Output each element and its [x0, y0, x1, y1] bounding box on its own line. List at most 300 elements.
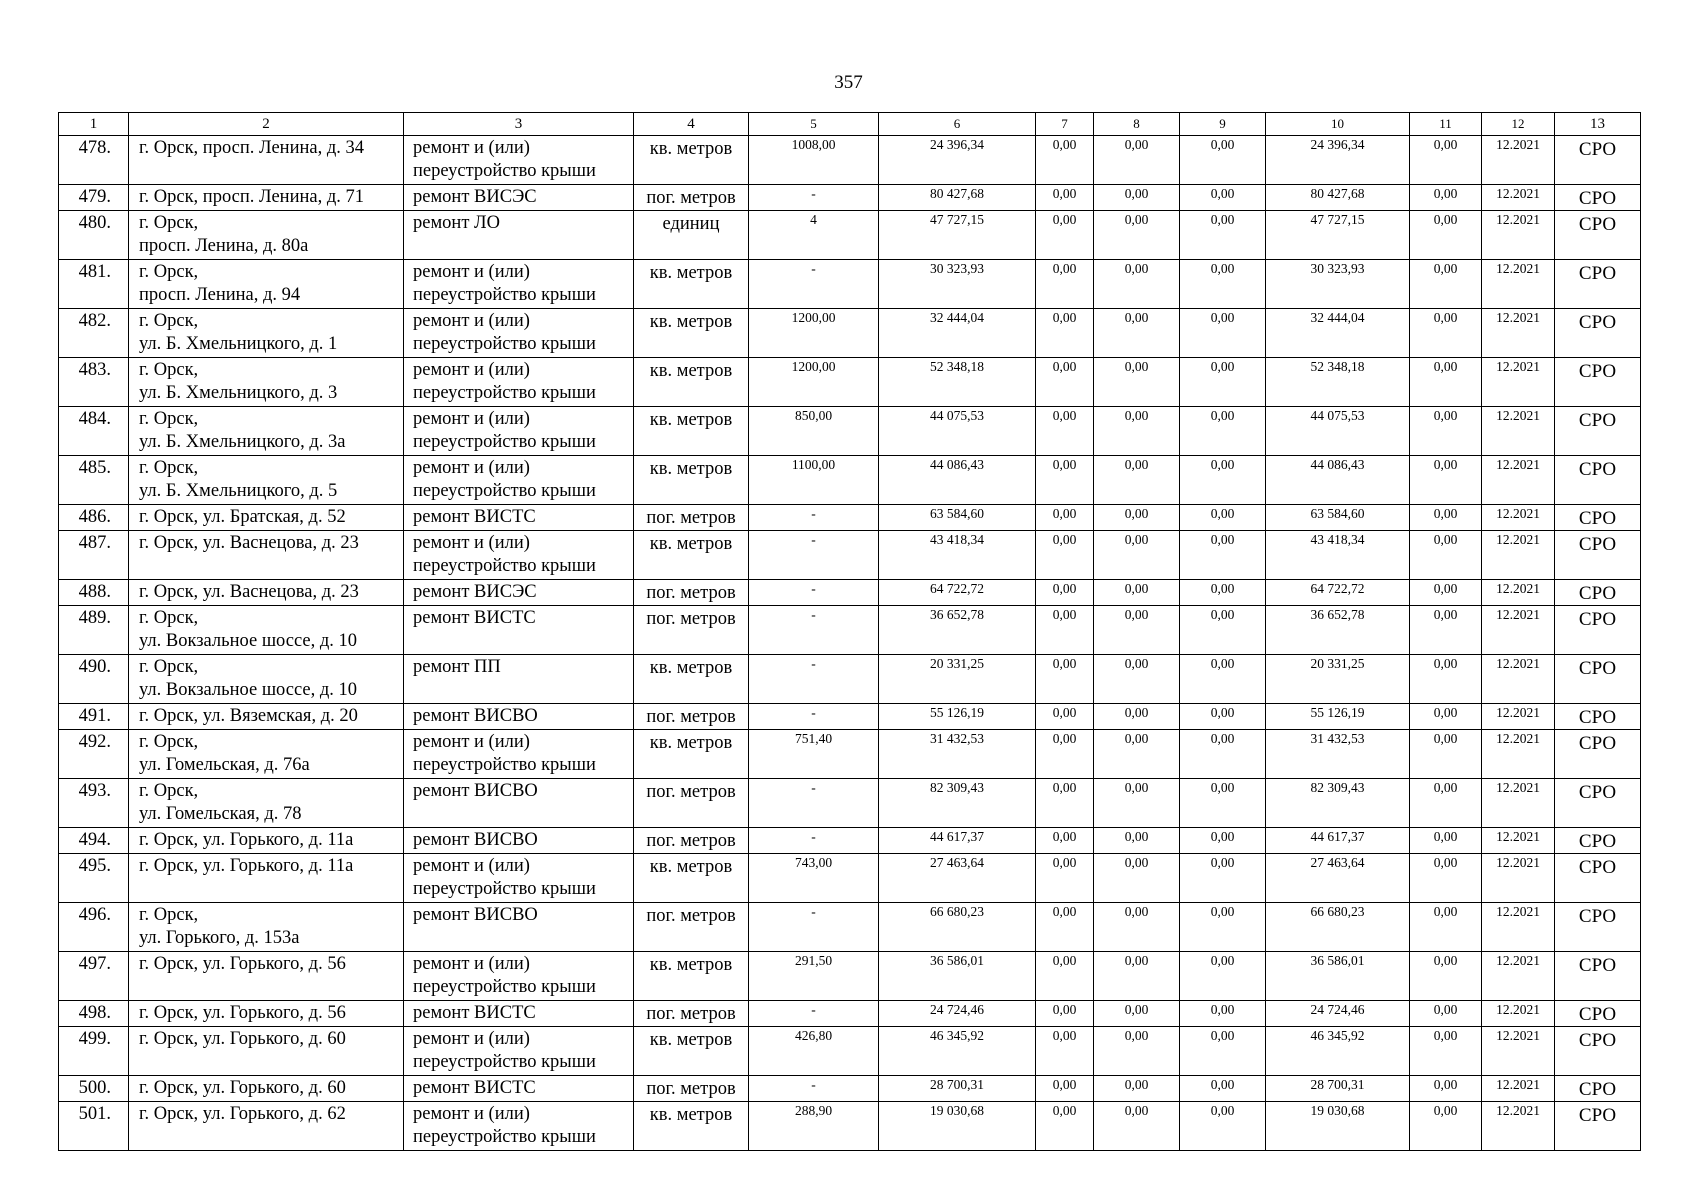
table-row [59, 854, 1641, 903]
work-type-line: переустройство крыши [413, 481, 596, 501]
value-cell-9: 0,00 [1180, 828, 1266, 854]
owners-funds-cell: 52 348,18 [1266, 358, 1410, 407]
address-line: г. Орск, ул. Братская, д. 52 [139, 507, 346, 527]
owners-funds-cell: 28 700,31 [1266, 1076, 1410, 1102]
unit-cell: пог. метров [634, 185, 749, 211]
table-row [59, 1027, 1641, 1076]
completion-date-cell: 12.2021 [1482, 358, 1555, 407]
work-type-line: ремонт ВИСВО [413, 781, 538, 801]
work-type-line: ремонт и (или) [413, 138, 530, 158]
value-cell-8: 0,00 [1094, 704, 1180, 730]
address-cell [129, 655, 404, 704]
value-cell-7: 0,00 [1036, 136, 1094, 185]
fund-method-cell: СРО [1555, 1001, 1641, 1027]
repair-schedule-table [58, 112, 1641, 1151]
value-cell-11: 0,00 [1410, 185, 1482, 211]
address-cell [129, 211, 404, 260]
value-cell-11: 0,00 [1410, 580, 1482, 606]
column-header: 11 [1410, 113, 1482, 136]
value-cell-11: 0,00 [1410, 730, 1482, 779]
table-row [59, 704, 1641, 730]
value-cell-7: 0,00 [1036, 358, 1094, 407]
value-cell-9: 0,00 [1180, 309, 1266, 358]
fund-method-cell: СРО [1555, 952, 1641, 1001]
fund-method-cell: СРО [1555, 260, 1641, 309]
value-cell-7: 0,00 [1036, 1076, 1094, 1102]
address-cell [129, 704, 404, 730]
volume-cell: 743,00 [749, 854, 879, 903]
work-type-line: ремонт и (или) [413, 533, 530, 553]
fund-method-cell: СРО [1555, 407, 1641, 456]
value-cell-8: 0,00 [1094, 1027, 1180, 1076]
total-cost-cell: 44 086,43 [879, 456, 1036, 505]
total-cost-cell: 47 727,15 [879, 211, 1036, 260]
unit-cell: пог. метров [634, 505, 749, 531]
work-type-cell [404, 730, 634, 779]
completion-date-cell: 12.2021 [1482, 903, 1555, 952]
value-cell-8: 0,00 [1094, 1001, 1180, 1027]
owners-funds-cell: 32 444,04 [1266, 309, 1410, 358]
value-cell-8: 0,00 [1094, 952, 1180, 1001]
volume-cell: - [749, 606, 879, 655]
volume-cell: - [749, 580, 879, 606]
total-cost-cell: 30 323,93 [879, 260, 1036, 309]
work-type-cell [404, 260, 634, 309]
address-line: г. Орск, [139, 262, 199, 282]
address-cell [129, 854, 404, 903]
value-cell-7: 0,00 [1036, 185, 1094, 211]
completion-date-cell: 12.2021 [1482, 211, 1555, 260]
volume-cell: 426,80 [749, 1027, 879, 1076]
unit-cell: пог. метров [634, 1001, 749, 1027]
work-type-line: ремонт ВИСТС [413, 1078, 536, 1098]
address-cell [129, 185, 404, 211]
column-header: 5 [749, 113, 879, 136]
address-cell [129, 505, 404, 531]
value-cell-9: 0,00 [1180, 531, 1266, 580]
address-cell [129, 136, 404, 185]
value-cell-9: 0,00 [1180, 580, 1266, 606]
total-cost-cell: 44 075,53 [879, 407, 1036, 456]
value-cell-9: 0,00 [1180, 854, 1266, 903]
value-cell-7: 0,00 [1036, 655, 1094, 704]
volume-cell: - [749, 779, 879, 828]
row-number: 487. [59, 531, 129, 580]
volume-cell: 1200,00 [749, 358, 879, 407]
work-type-line: переустройство крыши [413, 1052, 596, 1072]
fund-method-cell: СРО [1555, 704, 1641, 730]
value-cell-8: 0,00 [1094, 136, 1180, 185]
value-cell-8: 0,00 [1094, 260, 1180, 309]
value-cell-7: 0,00 [1036, 505, 1094, 531]
value-cell-7: 0,00 [1036, 952, 1094, 1001]
row-number: 501. [59, 1102, 129, 1151]
row-number: 499. [59, 1027, 129, 1076]
value-cell-7: 0,00 [1036, 730, 1094, 779]
address-cell [129, 407, 404, 456]
value-cell-11: 0,00 [1410, 952, 1482, 1001]
address-line: ул. Гомельская, д. 76а [139, 755, 310, 775]
value-cell-7: 0,00 [1036, 407, 1094, 456]
total-cost-cell: 24 396,34 [879, 136, 1036, 185]
work-type-line: переустройство крыши [413, 161, 596, 181]
fund-method-cell: СРО [1555, 854, 1641, 903]
work-type-line: ремонт ВИСТС [413, 1003, 536, 1023]
unit-cell: кв. метров [634, 531, 749, 580]
address-line: ул. Вокзальное шоссе, д. 10 [139, 631, 358, 651]
value-cell-11: 0,00 [1410, 655, 1482, 704]
table-row [59, 779, 1641, 828]
total-cost-cell: 27 463,64 [879, 854, 1036, 903]
table-row [59, 580, 1641, 606]
total-cost-cell: 32 444,04 [879, 309, 1036, 358]
owners-funds-cell: 44 086,43 [1266, 456, 1410, 505]
work-type-cell [404, 456, 634, 505]
work-type-cell [404, 854, 634, 903]
row-number: 486. [59, 505, 129, 531]
value-cell-9: 0,00 [1180, 655, 1266, 704]
address-line: ул. Б. Хмельницкого, д. 5 [139, 481, 338, 501]
owners-funds-cell: 36 652,78 [1266, 606, 1410, 655]
owners-funds-cell: 46 345,92 [1266, 1027, 1410, 1076]
address-line: г. Орск, ул. Горького, д. 11а [139, 830, 354, 850]
value-cell-9: 0,00 [1180, 606, 1266, 655]
value-cell-7: 0,00 [1036, 828, 1094, 854]
fund-method-cell: СРО [1555, 730, 1641, 779]
value-cell-8: 0,00 [1094, 505, 1180, 531]
total-cost-cell: 43 418,34 [879, 531, 1036, 580]
table-row [59, 456, 1641, 505]
owners-funds-cell: 55 126,19 [1266, 704, 1410, 730]
work-type-cell [404, 505, 634, 531]
address-line: г. Орск, [139, 311, 199, 331]
completion-date-cell: 12.2021 [1482, 655, 1555, 704]
value-cell-7: 0,00 [1036, 211, 1094, 260]
fund-method-cell: СРО [1555, 505, 1641, 531]
work-type-cell [404, 606, 634, 655]
value-cell-8: 0,00 [1094, 730, 1180, 779]
value-cell-11: 0,00 [1410, 1027, 1482, 1076]
completion-date-cell: 12.2021 [1482, 606, 1555, 655]
value-cell-7: 0,00 [1036, 704, 1094, 730]
unit-cell: пог. метров [634, 580, 749, 606]
work-type-cell [404, 407, 634, 456]
volume-cell: - [749, 260, 879, 309]
column-header: 10 [1266, 113, 1410, 136]
value-cell-8: 0,00 [1094, 531, 1180, 580]
work-type-line: ремонт и (или) [413, 262, 530, 282]
row-number: 484. [59, 407, 129, 456]
value-cell-8: 0,00 [1094, 309, 1180, 358]
owners-funds-cell: 44 075,53 [1266, 407, 1410, 456]
work-type-cell [404, 1001, 634, 1027]
work-type-line: ремонт ВИСВО [413, 706, 538, 726]
unit-cell: кв. метров [634, 136, 749, 185]
work-type-line: ремонт и (или) [413, 409, 530, 429]
row-number: 481. [59, 260, 129, 309]
value-cell-11: 0,00 [1410, 903, 1482, 952]
value-cell-7: 0,00 [1036, 1102, 1094, 1151]
owners-funds-cell: 82 309,43 [1266, 779, 1410, 828]
work-type-cell [404, 704, 634, 730]
address-cell [129, 531, 404, 580]
address-line: просп. Ленина, д. 80а [139, 236, 309, 256]
volume-cell: 1100,00 [749, 456, 879, 505]
value-cell-11: 0,00 [1410, 1102, 1482, 1151]
address-line: г. Орск, [139, 213, 199, 233]
unit-cell: кв. метров [634, 1102, 749, 1151]
address-line: г. Орск, ул. Вяземская, д. 20 [139, 706, 358, 726]
total-cost-cell: 66 680,23 [879, 903, 1036, 952]
address-cell [129, 606, 404, 655]
owners-funds-cell: 63 584,60 [1266, 505, 1410, 531]
work-type-line: ремонт и (или) [413, 856, 530, 876]
value-cell-8: 0,00 [1094, 779, 1180, 828]
row-number: 495. [59, 854, 129, 903]
value-cell-8: 0,00 [1094, 456, 1180, 505]
work-type-line: переустройство крыши [413, 334, 596, 354]
value-cell-9: 0,00 [1180, 1102, 1266, 1151]
value-cell-8: 0,00 [1094, 580, 1180, 606]
table-row [59, 260, 1641, 309]
work-type-line: переустройство крыши [413, 879, 596, 899]
fund-method-cell: СРО [1555, 1027, 1641, 1076]
header-row [59, 113, 1641, 136]
work-type-line: ремонт ВИСВО [413, 905, 538, 925]
value-cell-11: 0,00 [1410, 779, 1482, 828]
total-cost-cell: 36 652,78 [879, 606, 1036, 655]
completion-date-cell: 12.2021 [1482, 580, 1555, 606]
work-type-cell [404, 211, 634, 260]
work-type-cell [404, 779, 634, 828]
unit-cell: кв. метров [634, 309, 749, 358]
unit-cell: пог. метров [634, 903, 749, 952]
value-cell-11: 0,00 [1410, 309, 1482, 358]
table-row [59, 1076, 1641, 1102]
value-cell-8: 0,00 [1094, 407, 1180, 456]
address-line: г. Орск, [139, 409, 199, 429]
address-cell [129, 828, 404, 854]
value-cell-8: 0,00 [1094, 1102, 1180, 1151]
work-type-cell [404, 903, 634, 952]
value-cell-8: 0,00 [1094, 606, 1180, 655]
unit-cell: пог. метров [634, 1076, 749, 1102]
column-header: 8 [1094, 113, 1180, 136]
owners-funds-cell: 64 722,72 [1266, 580, 1410, 606]
value-cell-9: 0,00 [1180, 779, 1266, 828]
column-header: 7 [1036, 113, 1094, 136]
total-cost-cell: 36 586,01 [879, 952, 1036, 1001]
table-row [59, 655, 1641, 704]
work-type-line: переустройство крыши [413, 977, 596, 997]
table-row [59, 531, 1641, 580]
volume-cell: 288,90 [749, 1102, 879, 1151]
fund-method-cell: СРО [1555, 358, 1641, 407]
work-type-line: ремонт и (или) [413, 458, 530, 478]
value-cell-9: 0,00 [1180, 456, 1266, 505]
volume-cell: - [749, 1001, 879, 1027]
value-cell-8: 0,00 [1094, 655, 1180, 704]
work-type-cell [404, 309, 634, 358]
completion-date-cell: 12.2021 [1482, 854, 1555, 903]
work-type-line: ремонт ВИСТС [413, 608, 536, 628]
row-number: 480. [59, 211, 129, 260]
address-line: г. Орск, [139, 608, 199, 628]
owners-funds-cell: 24 396,34 [1266, 136, 1410, 185]
value-cell-7: 0,00 [1036, 580, 1094, 606]
completion-date-cell: 12.2021 [1482, 136, 1555, 185]
volume-cell: 291,50 [749, 952, 879, 1001]
row-number: 491. [59, 704, 129, 730]
value-cell-7: 0,00 [1036, 1001, 1094, 1027]
volume-cell: - [749, 185, 879, 211]
value-cell-11: 0,00 [1410, 136, 1482, 185]
fund-method-cell: СРО [1555, 828, 1641, 854]
value-cell-11: 0,00 [1410, 358, 1482, 407]
completion-date-cell: 12.2021 [1482, 1027, 1555, 1076]
row-number: 489. [59, 606, 129, 655]
address-line: г. Орск, просп. Ленина, д. 71 [139, 187, 364, 207]
address-cell [129, 1076, 404, 1102]
work-type-line: ремонт ВИСТС [413, 507, 536, 527]
column-header: 3 [404, 113, 634, 136]
table-row [59, 1001, 1641, 1027]
volume-cell: - [749, 505, 879, 531]
total-cost-cell: 82 309,43 [879, 779, 1036, 828]
owners-funds-cell: 36 586,01 [1266, 952, 1410, 1001]
table-row [59, 952, 1641, 1001]
value-cell-7: 0,00 [1036, 456, 1094, 505]
value-cell-9: 0,00 [1180, 358, 1266, 407]
address-cell [129, 580, 404, 606]
owners-funds-cell: 24 724,46 [1266, 1001, 1410, 1027]
address-line: г. Орск, ул. Горького, д. 56 [139, 1003, 346, 1023]
work-type-cell [404, 580, 634, 606]
fund-method-cell: СРО [1555, 185, 1641, 211]
work-type-line: ремонт и (или) [413, 360, 530, 380]
total-cost-cell: 31 432,53 [879, 730, 1036, 779]
value-cell-9: 0,00 [1180, 211, 1266, 260]
unit-cell: кв. метров [634, 952, 749, 1001]
value-cell-7: 0,00 [1036, 531, 1094, 580]
table-row [59, 309, 1641, 358]
work-type-line: ремонт и (или) [413, 311, 530, 331]
volume-cell: - [749, 828, 879, 854]
owners-funds-cell: 44 617,37 [1266, 828, 1410, 854]
column-header: 2 [129, 113, 404, 136]
volume-cell: - [749, 704, 879, 730]
value-cell-7: 0,00 [1036, 606, 1094, 655]
total-cost-cell: 55 126,19 [879, 704, 1036, 730]
address-line: г. Орск, ул. Горького, д. 56 [139, 954, 346, 974]
column-header: 1 [59, 113, 129, 136]
total-cost-cell: 52 348,18 [879, 358, 1036, 407]
unit-cell: пог. метров [634, 704, 749, 730]
address-line: ул. Б. Хмельницкого, д. 3 [139, 383, 338, 403]
address-line: г. Орск, [139, 657, 199, 677]
work-type-cell [404, 1027, 634, 1076]
owners-funds-cell: 19 030,68 [1266, 1102, 1410, 1151]
completion-date-cell: 12.2021 [1482, 260, 1555, 309]
volume-cell: - [749, 903, 879, 952]
owners-funds-cell: 27 463,64 [1266, 854, 1410, 903]
value-cell-8: 0,00 [1094, 854, 1180, 903]
volume-cell: - [749, 1076, 879, 1102]
value-cell-9: 0,00 [1180, 730, 1266, 779]
total-cost-cell: 20 331,25 [879, 655, 1036, 704]
volume-cell: - [749, 655, 879, 704]
column-header: 4 [634, 113, 749, 136]
value-cell-8: 0,00 [1094, 211, 1180, 260]
address-line: ул. Вокзальное шоссе, д. 10 [139, 680, 358, 700]
address-cell [129, 358, 404, 407]
address-cell [129, 1027, 404, 1076]
work-type-line: ремонт ВИСЭС [413, 187, 537, 207]
address-line: ул. Гомельская, д. 78 [139, 804, 302, 824]
row-number: 490. [59, 655, 129, 704]
completion-date-cell: 12.2021 [1482, 1102, 1555, 1151]
owners-funds-cell: 20 331,25 [1266, 655, 1410, 704]
work-type-line: ремонт и (или) [413, 1104, 530, 1124]
completion-date-cell: 12.2021 [1482, 407, 1555, 456]
completion-date-cell: 12.2021 [1482, 531, 1555, 580]
work-type-line: ремонт и (или) [413, 1029, 530, 1049]
value-cell-7: 0,00 [1036, 260, 1094, 309]
work-type-cell [404, 828, 634, 854]
work-type-line: ремонт и (или) [413, 954, 530, 974]
address-line: г. Орск, [139, 781, 199, 801]
table-row [59, 136, 1641, 185]
volume-cell: 751,40 [749, 730, 879, 779]
work-type-line: переустройство крыши [413, 1127, 596, 1147]
value-cell-9: 0,00 [1180, 407, 1266, 456]
value-cell-7: 0,00 [1036, 903, 1094, 952]
work-type-line: ремонт ВИСЭС [413, 582, 537, 602]
table-row [59, 828, 1641, 854]
total-cost-cell: 64 722,72 [879, 580, 1036, 606]
row-number: 498. [59, 1001, 129, 1027]
unit-cell: кв. метров [634, 407, 749, 456]
row-number: 488. [59, 580, 129, 606]
row-number: 479. [59, 185, 129, 211]
value-cell-11: 0,00 [1410, 704, 1482, 730]
completion-date-cell: 12.2021 [1482, 779, 1555, 828]
address-line: г. Орск, ул. Горького, д. 11а [139, 856, 354, 876]
volume-cell: 4 [749, 211, 879, 260]
fund-method-cell: СРО [1555, 580, 1641, 606]
value-cell-8: 0,00 [1094, 358, 1180, 407]
unit-cell: кв. метров [634, 1027, 749, 1076]
volume-cell: - [749, 531, 879, 580]
address-cell [129, 952, 404, 1001]
work-type-line: ремонт ЛО [413, 213, 500, 233]
owners-funds-cell: 43 418,34 [1266, 531, 1410, 580]
work-type-cell [404, 655, 634, 704]
volume-cell: 1008,00 [749, 136, 879, 185]
total-cost-cell: 63 584,60 [879, 505, 1036, 531]
table-row [59, 730, 1641, 779]
work-type-line: переустройство крыши [413, 432, 596, 452]
total-cost-cell: 44 617,37 [879, 828, 1036, 854]
page-number: 357 [834, 72, 863, 93]
value-cell-7: 0,00 [1036, 309, 1094, 358]
value-cell-7: 0,00 [1036, 779, 1094, 828]
total-cost-cell: 19 030,68 [879, 1102, 1036, 1151]
address-line: ул. Горького, д. 153а [139, 928, 300, 948]
address-line: г. Орск, ул. Васнецова, д. 23 [139, 582, 359, 602]
work-type-cell [404, 358, 634, 407]
address-cell [129, 903, 404, 952]
